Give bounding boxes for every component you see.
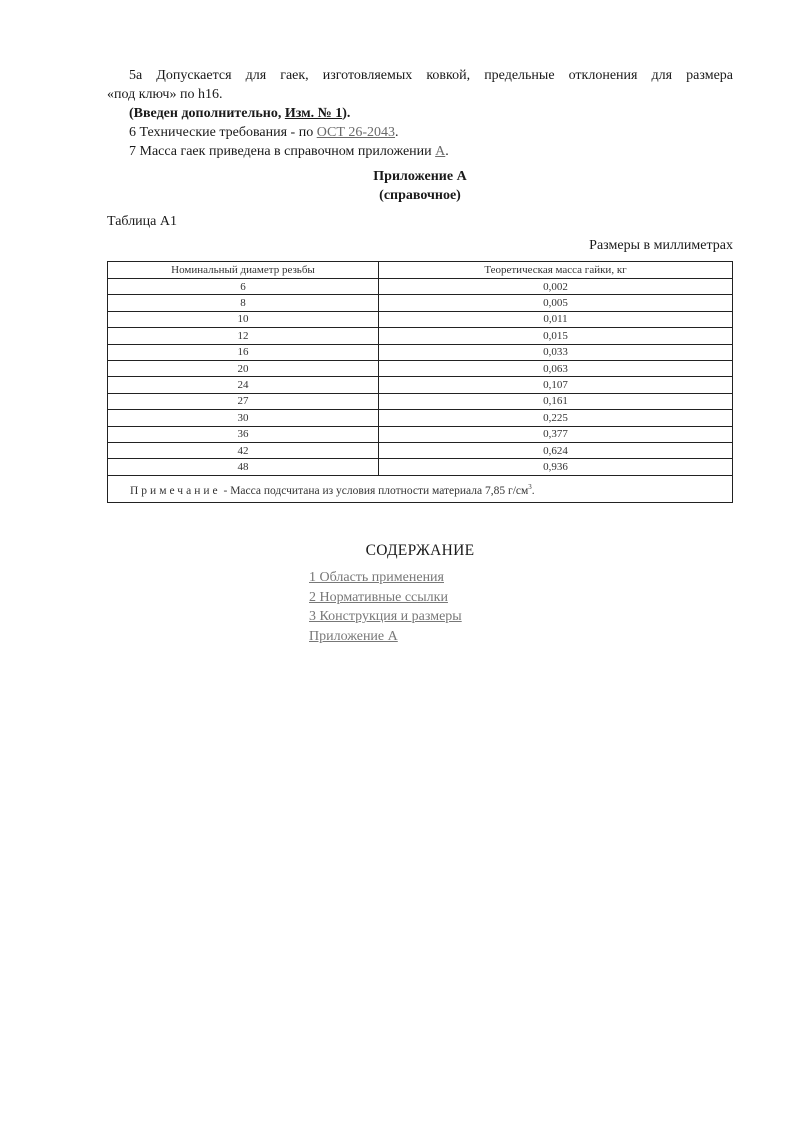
appendix-link[interactable]: А [435,144,446,159]
contents-title: СОДЕРЖАНИЕ [365,542,475,559]
toc-item-scope[interactable]: 1 Область применения [309,570,444,585]
amendment-prefix: (Введен дополнительно, [129,106,285,121]
amendment-suffix: ). [342,106,351,121]
paragraph-5a-line1: 5а Допускается для гаек, изготовляемых ковкой, предельные отклонения для размера [129,68,733,83]
table-note [108,475,733,502]
table-row [108,459,733,475]
note-end: . [531,484,535,497]
amendment-link[interactable]: Изм. № 1 [284,106,343,121]
cell-mass: 0,377 [379,426,733,442]
table-row [108,393,733,409]
table-row [108,279,733,295]
cell-diameter: 16 [108,344,379,360]
table-row [108,328,733,344]
toc-item-references[interactable]: 2 Нормативные ссылки [309,589,448,605]
cell-diameter: 30 [108,410,379,426]
amendment-note [129,104,350,123]
table-row [108,377,733,393]
paragraph-6-text: 6 Технические требования - по [129,125,317,140]
paragraph-6-suffix: . [395,125,399,140]
ost-link[interactable]: ОСТ 26-2043 [316,125,396,140]
paragraph-7-suffix: . [445,144,449,159]
units-note: Размеры в миллиметрах [589,238,733,253]
paragraph-7 [129,142,449,161]
cell-mass: 0,225 [379,410,733,426]
cell-diameter: 48 [108,459,379,475]
cell-mass: 0,063 [379,360,733,376]
cell-mass: 0,161 [379,393,733,409]
cell-mass: 0,002 [379,279,733,295]
cell-mass: 0,624 [379,442,733,458]
table-note-row [108,475,733,502]
cell-diameter: 20 [108,360,379,376]
cell-mass: 0,015 [379,328,733,344]
appendix-title: Приложение А [373,169,467,184]
paragraph-7-text: 7 Масса гаек приведена в справочном приложении [129,144,436,159]
table-row [108,311,733,327]
appendix-subtitle: (справочное) [379,188,461,203]
table-label: Таблица А1 [107,214,177,229]
cell-mass: 0,107 [379,377,733,393]
table-row [108,442,733,458]
table-row [108,295,733,311]
cell-diameter: 24 [108,377,379,393]
paragraph-5a [107,66,733,104]
table-row [108,410,733,426]
toc-item-appendix[interactable]: Приложение А [309,628,398,644]
header-mass: Теоретическая масса гайки, кг [379,262,733,279]
note-text: - Масса подсчитана из условия плотности материала 7,85 г/см [220,484,529,497]
paragraph-6 [129,123,399,142]
cell-mass: 0,011 [379,311,733,327]
cell-diameter: 8 [108,295,379,311]
table-header-row [108,262,733,279]
mass-table [107,261,733,503]
cell-mass: 0,936 [379,459,733,475]
cell-diameter: 27 [108,393,379,409]
cell-mass: 0,005 [379,295,733,311]
cell-mass: 0,033 [379,344,733,360]
table-row [108,426,733,442]
header-diameter: Номинальный диаметр резьбы [108,262,379,279]
note-superscript: 3 [528,482,532,491]
toc-item-design[interactable]: 3 Конструкция и размеры [309,609,462,624]
cell-diameter: 10 [108,311,379,327]
table-row [108,360,733,376]
note-label: Примечание [130,484,221,497]
cell-diameter: 12 [108,328,379,344]
contents-list [309,568,462,646]
table-row [108,344,733,360]
cell-diameter: 42 [108,442,379,458]
cell-diameter: 6 [108,279,379,295]
cell-diameter: 36 [108,426,379,442]
paragraph-5a-line2: «под ключ» по h16. [107,87,223,102]
